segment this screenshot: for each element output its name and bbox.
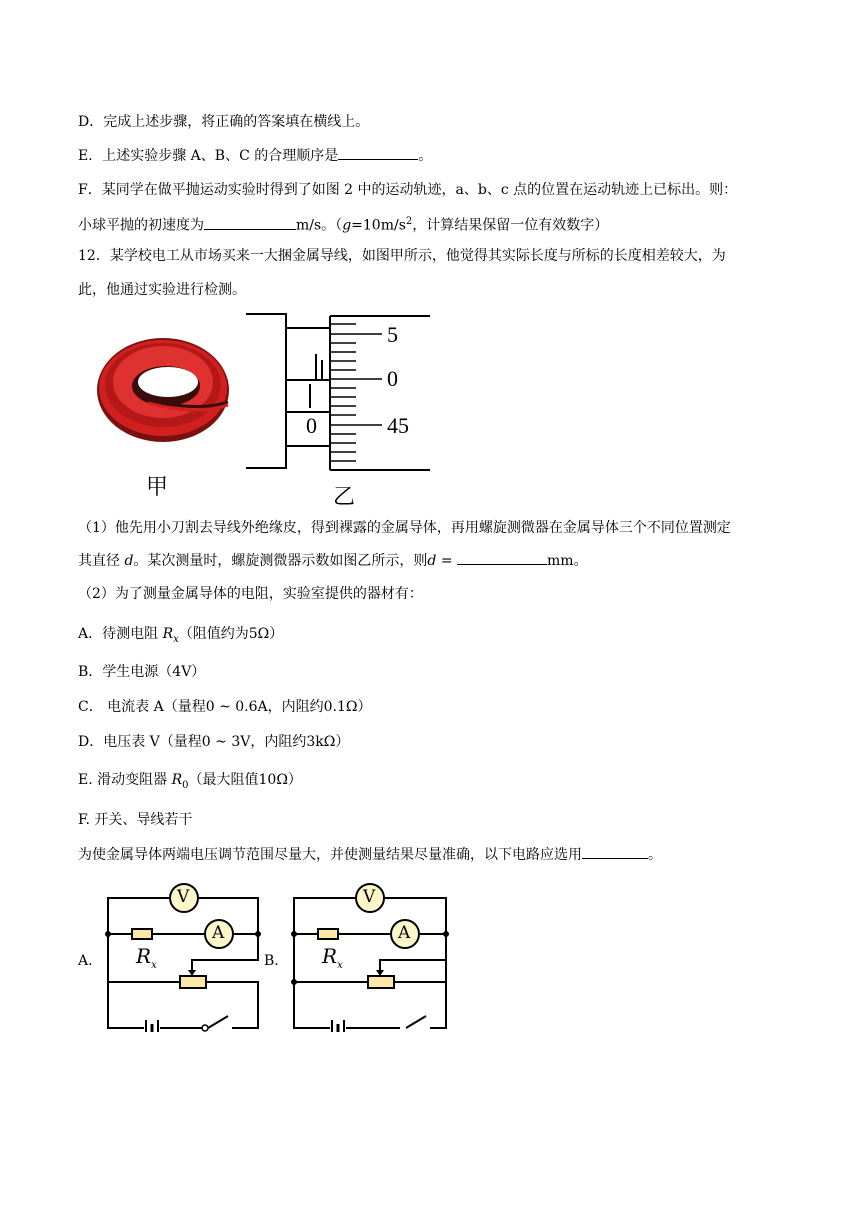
item-d: D．电压表 V（量程0 ~ 3V，内阻约3kΩ） <box>78 734 350 750</box>
step-f: F．某同学在做平抛运动实验时得到了如图 2 中的运动轨迹，a、b、c 点的位置在运动轨迹上已标出。则： <box>78 182 738 198</box>
caption-jia: 甲 <box>146 475 169 500</box>
item-c: C． 电流表 A（量程0 ~ 0.6A，内阻约0.1Ω） <box>78 699 372 715</box>
item-b: B．学生电源（4V） <box>78 664 206 680</box>
answer-blank-d[interactable] <box>457 550 547 565</box>
circuit-b-voltmeter-label: V <box>363 887 376 907</box>
step-e: E．上述实验步骤 A、B、C 的合理顺序是 。 <box>78 145 432 166</box>
item-f: F. 开关、导线若干 <box>78 812 193 828</box>
option-b-label: B. <box>264 953 279 969</box>
choose-circuit: 为使金属导体两端电压调节范围尽量大，并使测量结果尽量准确，以下电路应选用 。 <box>78 844 662 865</box>
question-12-cont: 此，他通过实验进行检测。 <box>78 282 246 298</box>
sleeve-label-0: 0 <box>306 413 317 438</box>
answer-blank-e[interactable] <box>338 145 418 160</box>
step-d: D．完成上述步骤，将正确的答案填在横线上。 <box>78 114 370 130</box>
item-e: E. 滑动变阻器 $R_0$（最大阻值10Ω） <box>78 772 302 791</box>
thimble-label-45: 45 <box>387 413 409 438</box>
option-a-label: A. <box>78 953 93 969</box>
micrometer-figure <box>246 310 436 474</box>
step-f-cont: 小球平抛的初速度为 m/s。（$g=10m/s^2$，计算结果保留一位有效数字） <box>78 216 609 234</box>
thimble-label-5: 5 <box>387 322 398 347</box>
question-12: 12．某学校电工从市场买来一大捆金属导线，如图甲所示，他觉得其实际长度与所标的长度相差较大，为 <box>78 248 726 264</box>
caption-yi: 乙 <box>333 485 356 510</box>
circuit-b-ammeter-label: A <box>398 923 411 943</box>
thimble-label-0: 0 <box>387 366 398 391</box>
answer-blank-f[interactable] <box>204 215 296 230</box>
circuit-a-voltmeter-label: V <box>177 887 190 907</box>
item-a: A．待测电阻 $R_x$（阻值约为5Ω） <box>78 626 284 645</box>
wire-coil-image <box>88 330 238 450</box>
circuit-a-resistor-label: $R_x$ <box>136 944 157 971</box>
circuit-b-resistor-label: $R_x$ <box>322 944 343 971</box>
part-1-cont: 其直径 d。某次测量时，螺旋测微器示数如图乙所示，则d = mm。 <box>78 550 588 571</box>
part-1: （1）他先用小刀割去导线外绝缘皮，得到裸露的金属导体，再用螺旋测微器在金属导体三个不同位置测定 <box>78 520 731 536</box>
part-2: （2）为了测量金属导体的电阻，实验室提供的器材有： <box>78 586 423 602</box>
answer-blank-circuit[interactable] <box>582 844 648 859</box>
circuit-a-ammeter-label: A <box>212 923 225 943</box>
